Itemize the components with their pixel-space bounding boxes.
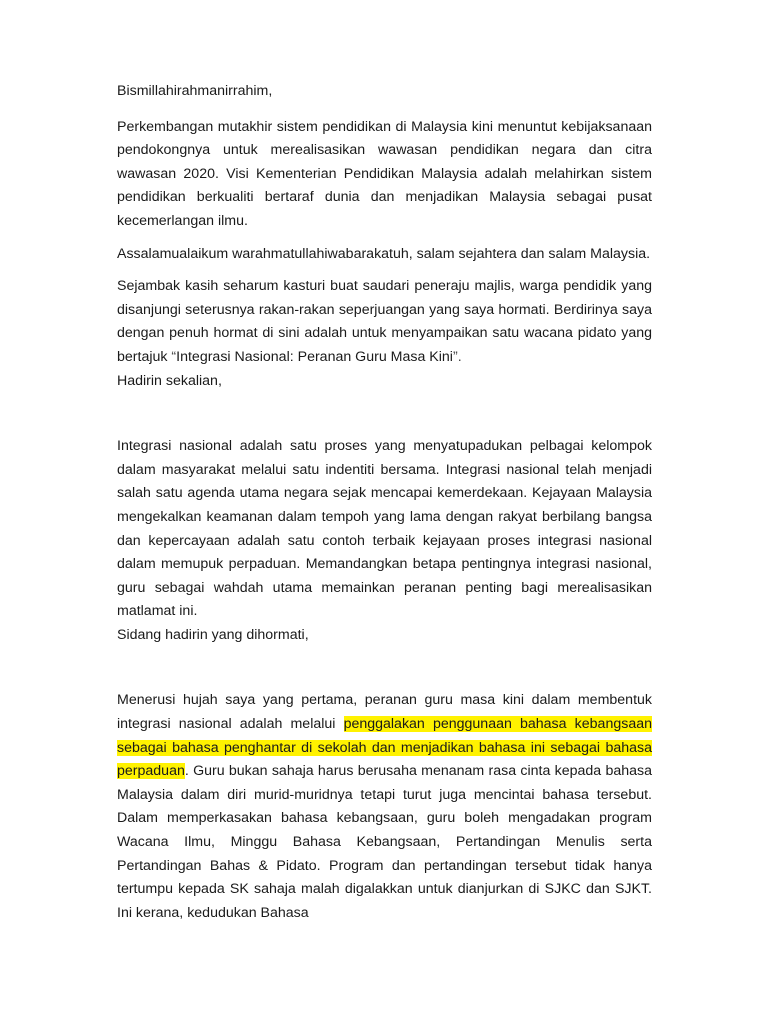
quote-open: “ <box>171 348 177 365</box>
greeting-sidang: Sidang hadirin yang dihormati, <box>117 626 309 643</box>
document-page <box>117 80 652 925</box>
paragraph-4-text-start: Menerusi hujah saya yang pertama, peranan guru masa kini dalam membentuk integrasi nasional adalah melalui <box>117 692 652 733</box>
paragraph-4-text-end: . Guru bukan sahaja harus berusaha menanam rasa cinta kepada bahasa Malaysia dalam diri murid-muridnya tetapi turut juga mencintai bahasa tersebut. Dalam memperkasakan bahasa kebangsaan, guru boleh mengadakan program Wacana Ilmu, Minggu Bahasa Kebangsaan, Pertandingan Menulis serta Pertandingan Bahas & Pidato. Program dan pertandingan tersebut tidak hanya tertumpu kepada SK sahaja malah digalakkan untuk dianjurkan di SJKC dan SJKT. Ini kerana, kedudukan Bahasa <box>117 763 652 921</box>
salam-line: Assalamualaikum warahmatullahiwabarakatuh, salam sejahtera dan salam Malaysia. <box>117 245 651 262</box>
speech-title: Integrasi Nasional: Peranan Guru Masa Kini <box>176 348 453 365</box>
paragraph-4 <box>117 689 652 925</box>
paragraph-2 <box>117 275 652 369</box>
highlighted-text: penggalakan penggunaan bahasa kebangsaan sebagai bahasa penghantar di sekolah dan menjadikan bahasa ini sebagai bahasa perpaduan <box>117 716 652 780</box>
greeting-hadirin: Hadirin sekalian, <box>117 372 222 389</box>
quote-close: ”. <box>452 348 462 365</box>
paragraph-3: Integrasi nasional adalah satu proses yang menyatupadukan pelbagai kelompok dalam masyarakat melalui satu indentiti bersama. Integrasi nasional telah menjadi salah satu agenda utama negara sejak mencapai kemerdekaan. Kejayaan Malaysia mengekalkan keamanan dalam tempoh yang lama dengan rakyat berbilang bangsa dan kepercayaan adalah satu contoh terbaik kejayaan proses integrasi nasional dalam memupuk perpaduan. Memandangkan betapa pentingnya integrasi nasional, guru sebagai wahdah utama memainkan peranan penting bagi merealisasikan matlamat ini. <box>117 438 652 620</box>
paragraph-1: Perkembangan mutakhir sistem pendidikan di Malaysia kini menuntut kebijaksanaan pendokongnya untuk merealisasikan wawasan pendidikan negara dan citra wawasan 2020. Visi Kementerian Pendidikan Malaysia adalah melahirkan sistem pendidikan berkualiti bertaraf dunia dan menjadikan Malaysia sebagai pusat kecemerlangan ilmu. <box>117 118 652 229</box>
opening-line: Bismillahirahmanirrahim, <box>117 83 273 99</box>
paragraph-2-text: Sejambak kasih seharum kasturi buat saudari peneraju majlis, warga pendidik yang disanjungi seterusnya rakan-rakan seperjuangan yang saya hormati. Berdirinya saya dengan penuh hormat di sini adalah untuk menyampaikan satu wacana pidato yang bertajuk <box>117 278 652 365</box>
